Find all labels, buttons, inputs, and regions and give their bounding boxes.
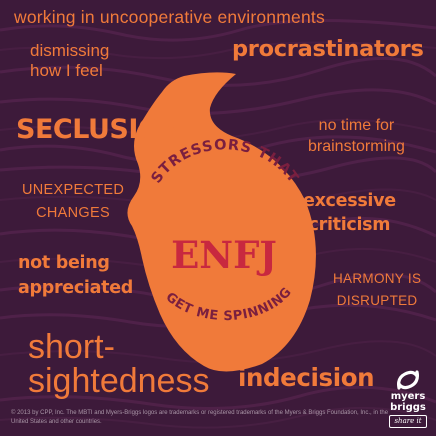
stressor-not-being	[18, 251, 133, 301]
stressor-seclusion: SECLUSION	[16, 114, 183, 145]
stressor-not-being-line1: not being	[18, 253, 110, 273]
stressor-harmony-line1: HARMONY IS	[333, 271, 422, 286]
share-it-button[interactable]: share it	[389, 415, 427, 428]
personality-type: ENFJ	[171, 233, 277, 277]
stressor-excessive-line2: criticism	[308, 215, 391, 235]
stressor-harmony	[333, 268, 421, 312]
stressor-not-being-line2: appreciated	[18, 278, 134, 298]
stressor-indecision: indecision	[238, 363, 375, 392]
stressor-excessive-line1: excessive	[303, 191, 396, 211]
head-arc-bottom: GET ME SPINNING	[162, 284, 295, 325]
stressor-short-sightedness	[28, 330, 209, 398]
head-arc-top: STRESSORS THAT	[148, 137, 302, 187]
logo-wordmark-line1: myers	[390, 391, 426, 402]
stressor-working: working in uncooperative environments	[14, 7, 325, 27]
logo-wordmark	[387, 391, 429, 413]
myers-briggs-logo[interactable]	[387, 368, 429, 430]
stressor-dismissing-line2: how I feel	[30, 61, 103, 80]
stressor-unexpected-line2: CHANGES	[36, 205, 110, 221]
stressor-short-line1: short-	[28, 328, 115, 366]
stressor-unexpected-line1: UNEXPECTED	[22, 182, 125, 198]
logo-wordmark-line2: briggs	[390, 402, 426, 413]
stressor-dismissing	[30, 41, 109, 81]
copyright-notice: © 2013 by CPP, Inc. The MBTI and Myers-Briggs logos are trademarks or registered trademarks of the Myers & Briggs Foundation, Inc., in the United States and other countries.	[11, 410, 389, 425]
stressor-excessive	[303, 189, 396, 237]
myers-briggs-swirl-icon	[395, 368, 421, 392]
stressor-no-time-line2: brainstorming	[308, 138, 405, 155]
stressor-unexpected	[22, 179, 124, 225]
stressor-dismissing-line1: dismissing	[30, 41, 110, 60]
stressor-procrastinators: procrastinators	[232, 36, 424, 62]
stressor-harmony-line2: DISRUPTED	[336, 293, 418, 308]
stressor-no-time	[308, 115, 405, 157]
stressor-short-line2: sightedness	[28, 362, 210, 400]
stressor-no-time-line1: no time for	[318, 117, 395, 134]
